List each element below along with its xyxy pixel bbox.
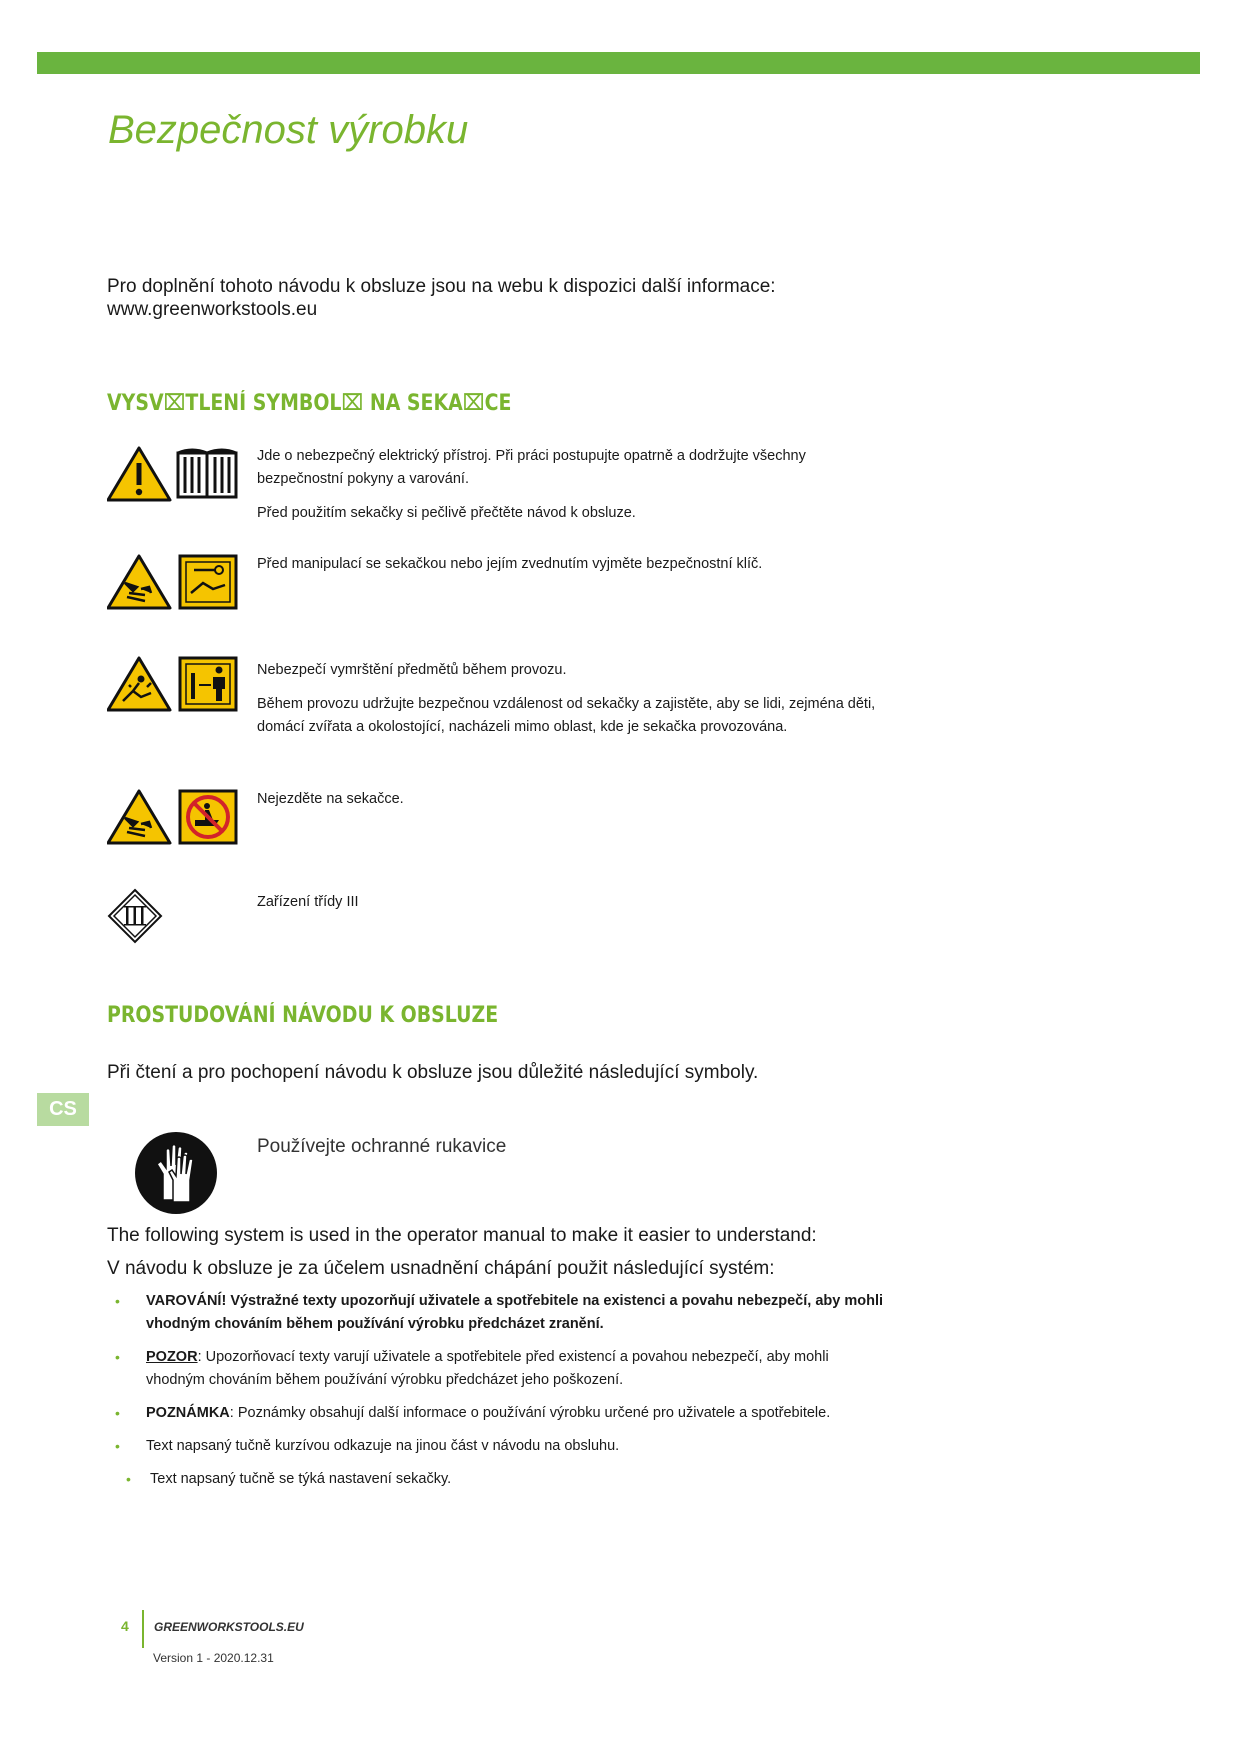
gloves-icon xyxy=(135,1132,217,1214)
list-item xyxy=(107,1468,887,1491)
warning-blade-icon xyxy=(108,556,170,608)
bullet-label: POZOR xyxy=(146,1349,198,1365)
list-item xyxy=(107,1402,887,1425)
bullet-icon: • xyxy=(115,1293,120,1309)
intro-text xyxy=(107,275,776,321)
symbol-description: Nejezděte na sekačce. xyxy=(257,791,404,807)
no-riding-icon xyxy=(180,791,236,843)
footer-divider xyxy=(142,1610,144,1648)
list-item xyxy=(107,1346,887,1392)
symbol-description: Před použitím sekačky si pečlivě přečtěte návod k obsluze. xyxy=(257,505,636,521)
bullet-text: Text napsaný tučně kurzívou odkazuje na jinou část v návodu na obsluhu. xyxy=(146,1438,620,1454)
bullet-text: Výstražné texty upozorňují uživatele a spotřebitele na existenci a povahu nebezpečí, aby mohli vhodným chováním během používání výrobku předcházet zranění. xyxy=(146,1293,884,1332)
bullet-text: : Poznámky obsahují další informace o používání výrobku určené pro uživatele a spotřebitele. xyxy=(229,1405,831,1421)
page-number: 4 xyxy=(121,1618,129,1634)
system-text-cs: V návodu k obsluze je za účelem usnadnění chápání použit následující systém: xyxy=(107,1258,775,1279)
warning-blade-icon xyxy=(108,791,170,843)
bullet-icon: • xyxy=(115,1349,120,1365)
symbol-description: Před manipulací se sekačkou nebo jejím zvednutím vyjměte bezpečnostní klíč. xyxy=(257,556,763,572)
manual-heading: PROSTUDOVÁNÍ NÁVODU K OBSLUZE xyxy=(107,1003,499,1028)
list-item xyxy=(107,1290,887,1336)
language-tab: CS xyxy=(37,1093,89,1126)
keep-distance-icon xyxy=(180,658,236,710)
warning-thrown-objects-icon xyxy=(108,658,170,710)
bullet-list xyxy=(107,1290,887,1501)
list-item xyxy=(107,1435,887,1458)
top-accent-bar xyxy=(37,52,1200,74)
system-text-en: The following system is used in the operator manual to make it easier to understand: xyxy=(107,1225,817,1246)
bullet-text: : Upozorňovací texty varují uživatele a spotřebitele před existencí a povahou nebezpečí, aby mohli vhodným chováním během používání výrobku předcházet jeho poškození. xyxy=(146,1349,829,1388)
bullet-label: POZNÁMKA xyxy=(146,1405,230,1421)
footer-website: GREENWORKSTOOLS.EU xyxy=(154,1620,304,1634)
gloves-text: Používejte ochranné rukavice xyxy=(257,1136,507,1157)
symbol-description: Zařízení třídy III xyxy=(257,894,359,910)
symbol-description: Během provozu udržujte bezpečnou vzdálenost od sekačky a zajistěte, aby se lidi, zejména děti, domácí zvířata a okolostojící, nacházeli mimo oblast, kde je sekačka provozována. xyxy=(257,696,876,735)
bullet-icon: • xyxy=(115,1438,120,1454)
bullet-icon: • xyxy=(126,1471,131,1487)
manual-intro: Při čtení a pro pochopení návodu k obsluze jsou důležité následující symboly. xyxy=(107,1062,759,1083)
bullet-icon: • xyxy=(115,1405,120,1421)
intro-line: Pro doplnění tohoto návodu k obsluze jsou na webu k dispozici další informace: xyxy=(107,276,776,297)
bullet-text: Text napsaný tučně se týká nastavení sekačky. xyxy=(150,1471,452,1487)
warning-exclamation-icon xyxy=(108,448,170,500)
remove-key-icon xyxy=(180,556,236,608)
intro-website: www.greenworkstools.eu xyxy=(107,299,318,320)
class-three-icon xyxy=(109,890,161,942)
bullet-label: VAROVÁNÍ! xyxy=(146,1293,227,1309)
symbol-description: Nebezpečí vymrštění předmětů během provozu. xyxy=(257,662,567,678)
page-title: Bezpečnost výrobku xyxy=(108,108,469,152)
footer-version: Version 1 - 2020.12.31 xyxy=(153,1651,274,1665)
symbol-description: Jde o nebezpečný elektrický přístroj. Při práci postupujte opatrně a dodržujte všechny bezpečnostní pokyny a varování. xyxy=(257,448,806,487)
manual-book-icon xyxy=(178,450,236,497)
symbols-heading: VYSV⌧TLENÍ SYMBOL⌧ NA SEKA⌧CE xyxy=(107,391,512,416)
